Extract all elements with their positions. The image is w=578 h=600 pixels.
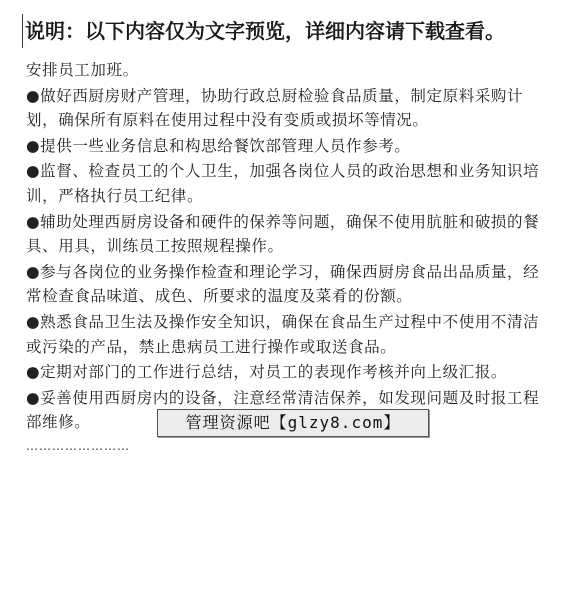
paragraph: ●做好西厨房财产管理，协助行政总厨检验食品质量，制定原料采购计划，确保所有原料在使用过程中没有变质或损坏等情况。 <box>26 86 524 130</box>
paragraph: 安排员工加班。 <box>26 61 139 79</box>
preview-notice: 说明：以下内容仅为文字预览，详细内容请下载查看。 <box>22 14 573 48</box>
paragraph: ●妥善使用西厨房内的设备，注意经常清洁保养，如发现问题及时报工程部维修。 <box>26 388 540 432</box>
paragraph: ●熟悉食品卫生法及操作安全知识，确保在食品生产过程中不使用不清洁或污染的产品，禁止患病员工进行操作或取送食品。 <box>26 312 540 356</box>
paragraph: ●提供一些业务信息和构思给餐饮部管理人员作参考。 <box>26 136 411 155</box>
paragraph: ●辅助处理西厨房设备和硬件的保养等问题，确保不使用肮脏和破损的餐具、用具，训练员工按照规程操作。 <box>26 212 540 256</box>
paragraph: ●监督、检查员工的个人卫生，加强各岗位人员的政治思想和业务知识培训，严格执行员工纪律。 <box>26 162 540 205</box>
paragraph: ●参与各岗位的业务操作检查和理论学习，确保西厨房食品出品质量，经常检查食品味道、成色、所要求的温度及菜肴的份额。 <box>26 262 540 306</box>
paragraph: ●定期对部门的工作进行总结，对员工的表现作考核并向上级汇报。 <box>26 363 508 382</box>
ellipsis: …………………… <box>26 438 130 453</box>
document-body <box>26 58 542 457</box>
watermark-banner: 管理资源吧【glzy8.com】 <box>157 409 429 437</box>
